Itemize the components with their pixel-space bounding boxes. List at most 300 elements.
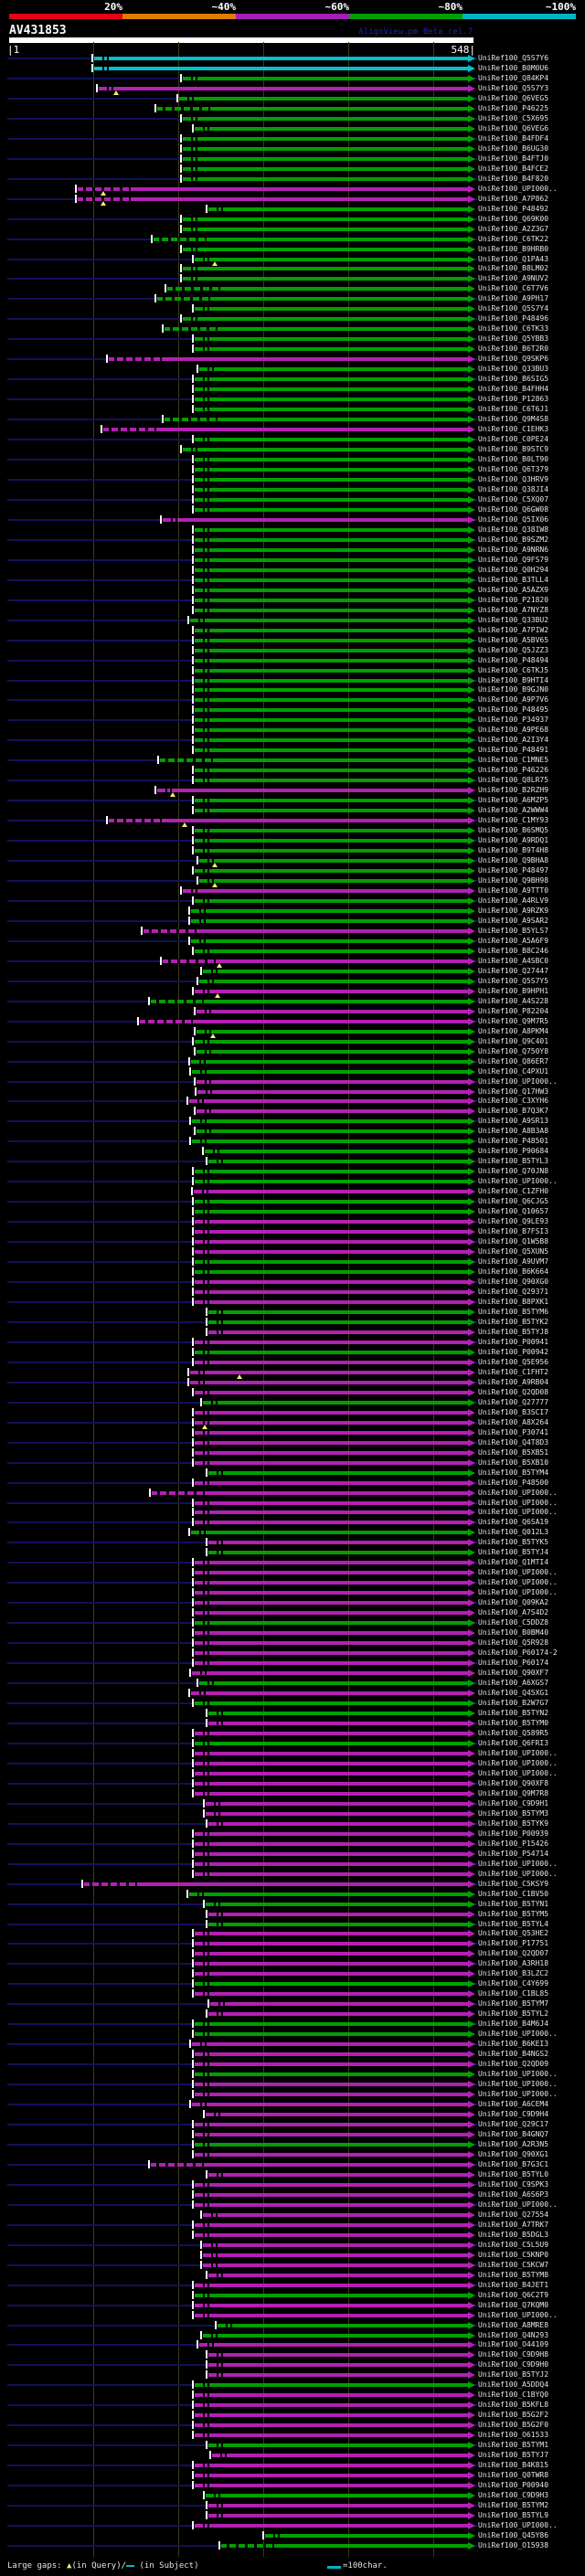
alignment-bar[interactable] xyxy=(212,2454,468,2457)
alignment-bar[interactable] xyxy=(195,1792,468,1796)
alignment-bar[interactable] xyxy=(195,2284,468,2287)
alignment-bar[interactable] xyxy=(195,1651,468,1655)
alignment-bar[interactable] xyxy=(195,728,468,732)
hit-label[interactable]: UniRef100_B4NGS2 xyxy=(478,2050,549,2058)
alignment-bar[interactable] xyxy=(208,2504,468,2507)
alignment-bar[interactable] xyxy=(203,970,468,973)
hit-label[interactable]: UniRef100_C1BYQ0 xyxy=(478,2390,549,2399)
alignment-bar[interactable] xyxy=(195,1862,468,1866)
hit-label[interactable]: UniRef100_Q53HE2 xyxy=(478,1929,549,1937)
hit-label[interactable]: UniRef100_B9HTI4 xyxy=(478,676,549,684)
alignment-bar[interactable] xyxy=(195,1591,468,1595)
hit-label[interactable]: UniRef100_Q5S7Y3 xyxy=(478,84,549,92)
hit-label[interactable]: UniRef100_Q1PA43 xyxy=(478,255,549,263)
hit-label[interactable]: UniRef100_P60174-2 xyxy=(478,1648,558,1657)
hit-label[interactable]: UniRef100_B5G2F2 xyxy=(478,2411,549,2419)
hit-label[interactable]: UniRef100_Q5R928 xyxy=(478,1638,549,1647)
alignment-bar[interactable] xyxy=(195,438,468,441)
alignment-bar[interactable] xyxy=(195,1611,468,1615)
alignment-bar[interactable] xyxy=(195,2413,468,2417)
alignment-bar[interactable] xyxy=(203,2243,468,2247)
alignment-bar[interactable] xyxy=(195,1481,468,1485)
hit-label[interactable]: UniRef100_C1FHT2 xyxy=(478,1368,549,1376)
alignment-bar[interactable] xyxy=(195,1601,468,1605)
hit-label[interactable]: UniRef100_B5TYJ4 xyxy=(478,1548,549,1556)
alignment-bar[interactable] xyxy=(208,2373,468,2377)
hit-label[interactable]: UniRef100_Q2QD07 xyxy=(478,1949,549,1957)
hit-label[interactable]: UniRef100_Q90XF7 xyxy=(478,1669,549,1677)
hit-label[interactable]: UniRef100_Q9FS79 xyxy=(478,556,549,564)
hit-label[interactable]: UniRef100_B3LZC2 xyxy=(478,1969,549,1977)
hit-label[interactable]: UniRef100_Q4N293 xyxy=(478,2331,549,2339)
hit-label[interactable]: UniRef100_C0PE24 xyxy=(478,435,549,443)
hit-label[interactable]: UniRef100_P48500 xyxy=(478,1479,549,1487)
hit-label[interactable]: UniRef100_P54714 xyxy=(478,1850,549,1858)
hit-label[interactable]: UniRef100_Q70JN8 xyxy=(478,1167,549,1175)
hit-label[interactable]: UniRef100_B7Q3K7 xyxy=(478,1107,549,1115)
hit-label[interactable]: UniRef100_B5TYN2 xyxy=(478,1709,549,1717)
hit-label[interactable]: UniRef100_A5BV65 xyxy=(478,636,549,644)
alignment-bar[interactable] xyxy=(208,2353,468,2357)
alignment-bar[interactable] xyxy=(206,2494,468,2497)
hit-label[interactable]: UniRef100_UPI000.. xyxy=(478,2070,558,2078)
hit-label[interactable]: UniRef100_P17751 xyxy=(478,1939,549,1947)
hit-label[interactable]: UniRef100_B5TYK5 xyxy=(478,1538,549,1546)
hit-label[interactable]: UniRef100_B5TYL3 xyxy=(478,1157,549,1165)
hit-label[interactable]: UniRef100_P15426 xyxy=(478,1839,549,1848)
hit-label[interactable]: UniRef100_P00942 xyxy=(478,1348,549,1356)
alignment-bar[interactable] xyxy=(195,377,468,381)
hit-label[interactable]: UniRef100_B9STC9 xyxy=(478,445,549,453)
alignment-bar[interactable] xyxy=(191,1060,468,1064)
hit-label[interactable]: UniRef100_B6SIG5 xyxy=(478,375,549,383)
alignment-bar[interactable] xyxy=(94,67,468,70)
hit-label[interactable]: UniRef100_Q33BU3 xyxy=(478,365,549,373)
alignment-bar[interactable] xyxy=(197,1109,468,1113)
hit-label[interactable]: UniRef100_B6T2R0 xyxy=(478,345,549,353)
hit-label[interactable]: UniRef100_Q69K00 xyxy=(478,215,549,223)
alignment-bar[interactable] xyxy=(208,1320,468,1324)
hit-label[interactable]: UniRef100_A7PIW2 xyxy=(478,626,549,634)
alignment-bar[interactable] xyxy=(195,508,468,512)
alignment-bar[interactable] xyxy=(195,588,468,592)
alignment-bar[interactable] xyxy=(183,448,468,451)
alignment-bar[interactable] xyxy=(195,258,468,261)
alignment-bar[interactable] xyxy=(195,1661,468,1665)
alignment-bar[interactable] xyxy=(183,147,468,151)
alignment-bar[interactable] xyxy=(183,117,468,121)
hit-label[interactable]: UniRef100_C5X695 xyxy=(478,114,549,122)
hit-label[interactable]: UniRef100_B3SCI7 xyxy=(478,1408,549,1416)
hit-label[interactable]: UniRef100_A4RLV9 xyxy=(478,896,549,905)
hit-label[interactable]: UniRef100_Q6FRI3 xyxy=(478,1739,549,1747)
hit-label[interactable]: UniRef100_UPI000.. xyxy=(478,185,558,193)
hit-label[interactable]: UniRef100_B5TYK2 xyxy=(478,1318,549,1326)
alignment-bar[interactable] xyxy=(195,2133,468,2136)
hit-label[interactable]: UniRef100_B5TYL4 xyxy=(478,1920,549,1928)
hit-label[interactable]: UniRef100_UPI000.. xyxy=(478,1568,558,1576)
hit-label[interactable]: UniRef100_Q9SKP6 xyxy=(478,355,549,363)
hit-label[interactable]: UniRef100_B4F820 xyxy=(478,175,549,183)
hit-label[interactable]: UniRef100_C6T7V6 xyxy=(478,284,549,292)
hit-label[interactable]: UniRef100_B5TYL0 xyxy=(478,2170,549,2178)
hit-label[interactable]: UniRef100_B4K815 xyxy=(478,2461,549,2469)
hit-label[interactable]: UniRef100_Q6VEG6 xyxy=(478,124,549,133)
hit-label[interactable]: UniRef100_A9PH17 xyxy=(478,294,549,302)
hit-label[interactable]: UniRef100_UPI000.. xyxy=(478,1578,558,1586)
alignment-bar[interactable] xyxy=(195,1842,468,1846)
alignment-bar[interactable] xyxy=(208,1310,468,1314)
alignment-bar[interactable] xyxy=(203,2263,468,2267)
alignment-bar[interactable] xyxy=(197,1030,468,1034)
alignment-bar[interactable] xyxy=(195,2524,468,2528)
alignment-bar[interactable] xyxy=(195,387,468,391)
hit-label[interactable]: UniRef100_B9SZM2 xyxy=(478,535,549,544)
hit-label[interactable]: UniRef100_A6XGS7 xyxy=(478,1679,549,1687)
alignment-bar[interactable] xyxy=(189,1892,468,1896)
hit-label[interactable]: UniRef100_UPI000.. xyxy=(478,1588,558,1596)
hit-label[interactable]: UniRef100_Q33BU2 xyxy=(478,616,549,624)
alignment-bar[interactable] xyxy=(195,829,468,832)
hit-label[interactable]: UniRef100_B5TYM8 xyxy=(478,2271,549,2279)
alignment-bar[interactable] xyxy=(163,518,468,522)
alignment-bar[interactable] xyxy=(208,1551,468,1554)
hit-label[interactable]: UniRef100_C1EHK3 xyxy=(478,425,549,433)
alignment-bar[interactable] xyxy=(218,2324,468,2327)
hit-label[interactable]: UniRef100_P12863 xyxy=(478,395,549,403)
alignment-bar[interactable] xyxy=(199,367,468,371)
hit-label[interactable]: UniRef100_Q1MTI4 xyxy=(478,1558,549,1566)
hit-label[interactable]: UniRef100_Q750Y8 xyxy=(478,1047,549,1055)
hit-label[interactable]: UniRef100_Q9LE93 xyxy=(478,1217,549,1225)
hit-label[interactable]: UniRef100_A2I3Y4 xyxy=(478,736,549,744)
alignment-bar[interactable] xyxy=(78,197,468,201)
alignment-bar[interactable] xyxy=(195,1701,468,1705)
alignment-bar[interactable] xyxy=(195,990,468,993)
alignment-bar[interactable] xyxy=(195,809,468,812)
hit-label[interactable]: UniRef100_B5TYM6 xyxy=(478,1308,549,1316)
hit-label[interactable]: UniRef100_C1ZFH0 xyxy=(478,1187,549,1195)
alignment-bar[interactable] xyxy=(192,1070,468,1074)
alignment-bar[interactable] xyxy=(191,919,468,923)
hit-label[interactable]: UniRef100_UPI000.. xyxy=(478,2311,558,2319)
hit-label[interactable]: UniRef100_O61533 xyxy=(478,2431,549,2439)
hit-label[interactable]: UniRef100_Q5E956 xyxy=(478,1358,549,1366)
alignment-bar[interactable] xyxy=(183,217,468,221)
alignment-bar[interactable] xyxy=(191,939,468,943)
hit-label[interactable]: UniRef100_B5G2F0 xyxy=(478,2421,549,2429)
hit-label[interactable]: UniRef100_Q86ER7 xyxy=(478,1057,549,1065)
alignment-bar[interactable] xyxy=(157,789,468,792)
hit-label[interactable]: UniRef100_B5TYM3 xyxy=(478,1809,549,1818)
hit-label[interactable]: UniRef100_A5AZX9 xyxy=(478,586,549,594)
alignment-bar[interactable] xyxy=(208,2173,468,2177)
hit-label[interactable]: UniRef100_UPI000.. xyxy=(478,1077,558,1086)
alignment-bar[interactable] xyxy=(197,1090,468,1094)
alignment-bar[interactable] xyxy=(208,2012,468,2016)
alignment-bar[interactable] xyxy=(195,1230,468,1234)
alignment-bar[interactable] xyxy=(195,1391,468,1394)
hit-label[interactable]: UniRef100_B8PXK1 xyxy=(478,1298,549,1306)
alignment-bar[interactable] xyxy=(208,1471,468,1475)
alignment-bar[interactable] xyxy=(208,1541,468,1544)
alignment-bar[interactable] xyxy=(191,909,468,913)
alignment-bar[interactable] xyxy=(197,1080,468,1084)
hit-label[interactable]: UniRef100_B5TYM1 xyxy=(478,2441,549,2449)
alignment-bar[interactable] xyxy=(206,1802,468,1806)
hit-label[interactable]: UniRef100_A6MZP5 xyxy=(478,796,549,804)
hit-label[interactable]: UniRef100_Q5S7Y4 xyxy=(478,304,549,313)
hit-label[interactable]: UniRef100_Q589R5 xyxy=(478,1729,549,1737)
hit-label[interactable]: UniRef100_UPI000.. xyxy=(478,1177,558,1185)
alignment-bar[interactable] xyxy=(203,2213,468,2217)
alignment-bar[interactable] xyxy=(195,2393,468,2397)
alignment-bar[interactable] xyxy=(195,1832,468,1836)
alignment-bar[interactable] xyxy=(195,1461,468,1465)
alignment-bar[interactable] xyxy=(189,1099,468,1103)
alignment-bar[interactable] xyxy=(195,1341,468,1344)
alignment-bar[interactable] xyxy=(183,277,468,281)
alignment-bar[interactable] xyxy=(195,488,468,492)
hit-label[interactable]: UniRef100_UPI000.. xyxy=(478,1860,558,1868)
hit-label[interactable]: UniRef100_Q27447 xyxy=(478,967,549,975)
hit-label[interactable]: UniRef100_B5TYM2 xyxy=(478,2501,549,2509)
hit-label[interactable]: UniRef100_A9RDQ1 xyxy=(478,836,549,844)
alignment-bar[interactable] xyxy=(195,769,468,772)
alignment-bar[interactable] xyxy=(195,1581,468,1585)
alignment-bar[interactable] xyxy=(195,1561,468,1564)
alignment-bar[interactable] xyxy=(195,799,468,802)
alignment-bar[interactable] xyxy=(208,1712,468,1715)
alignment-bar[interactable] xyxy=(208,1160,468,1163)
hit-label[interactable]: UniRef100_P00940 xyxy=(478,2481,549,2489)
alignment-bar[interactable] xyxy=(195,718,468,722)
hit-label[interactable]: UniRef100_Q09KA2 xyxy=(478,1598,549,1606)
alignment-bar[interactable] xyxy=(109,819,468,822)
alignment-bar[interactable] xyxy=(183,77,468,80)
alignment-bar[interactable] xyxy=(197,1050,468,1054)
hit-label[interactable]: UniRef100_B9GJN0 xyxy=(478,685,549,694)
hit-label[interactable]: UniRef100_B6SMQ5 xyxy=(478,826,549,834)
hit-label[interactable]: UniRef100_Q2QD09 xyxy=(478,2060,549,2068)
alignment-bar[interactable] xyxy=(206,1903,468,1906)
alignment-bar[interactable] xyxy=(195,578,468,582)
hit-label[interactable]: UniRef100_A3RH18 xyxy=(478,1959,549,1967)
hit-label[interactable]: UniRef100_Q27554 xyxy=(478,2210,549,2219)
alignment-bar[interactable] xyxy=(195,1220,468,1224)
alignment-bar[interactable] xyxy=(195,2433,468,2437)
hit-label[interactable]: UniRef100_B5TYM0 xyxy=(478,1719,549,1727)
alignment-bar[interactable] xyxy=(199,879,468,883)
hit-label[interactable]: UniRef100_B3TLL4 xyxy=(478,576,549,584)
alignment-bar[interactable] xyxy=(195,599,468,602)
alignment-bar[interactable] xyxy=(208,1913,468,1916)
hit-label[interactable]: UniRef100_P82204 xyxy=(478,1007,549,1015)
hit-label[interactable]: UniRef100_P48496 xyxy=(478,314,549,323)
hit-label[interactable]: UniRef100_B5DGL3 xyxy=(478,2231,549,2239)
alignment-bar[interactable] xyxy=(203,1401,468,1405)
alignment-bar[interactable] xyxy=(208,1822,468,1826)
alignment-bar[interactable] xyxy=(195,2423,468,2427)
hit-label[interactable]: UniRef100_UPI000.. xyxy=(478,1769,558,1777)
alignment-bar[interactable] xyxy=(78,187,468,191)
hit-label[interactable]: UniRef100_C1MNE5 xyxy=(478,756,549,764)
alignment-bar[interactable] xyxy=(195,458,468,461)
hit-label[interactable]: UniRef100_UPI000.. xyxy=(478,2200,558,2209)
alignment-bar[interactable] xyxy=(195,2183,468,2187)
alignment-bar[interactable] xyxy=(195,1411,468,1415)
alignment-bar[interactable] xyxy=(183,228,468,231)
alignment-bar[interactable] xyxy=(195,2294,468,2297)
alignment-bar[interactable] xyxy=(195,2474,468,2477)
hit-label[interactable]: UniRef100_C5XQ07 xyxy=(478,495,549,504)
alignment-bar[interactable] xyxy=(195,738,468,742)
hit-label[interactable]: UniRef100_B5KFL8 xyxy=(478,2401,549,2409)
hit-label[interactable]: UniRef100_C1BL85 xyxy=(478,1989,549,1998)
hit-label[interactable]: UniRef100_UPI000.. xyxy=(478,1499,558,1507)
hit-label[interactable]: UniRef100_A7S4D2 xyxy=(478,1608,549,1617)
hit-label[interactable]: UniRef100_A2WWW4 xyxy=(478,806,549,814)
hit-label[interactable]: UniRef100_A6CEM4 xyxy=(478,2100,549,2108)
hit-label[interactable]: UniRef100_Q5XUN5 xyxy=(478,1247,549,1256)
hit-label[interactable]: UniRef100_C5KCW7 xyxy=(478,2261,549,2269)
hit-label[interactable]: UniRef100_A9UVM7 xyxy=(478,1257,549,1266)
hit-label[interactable]: UniRef100_O15938 xyxy=(478,2541,549,2549)
hit-label[interactable]: UniRef100_C6T6J1 xyxy=(478,405,549,413)
alignment-bar[interactable] xyxy=(192,1671,468,1675)
hit-label[interactable]: UniRef100_Q012L3 xyxy=(478,1528,549,1536)
alignment-bar[interactable] xyxy=(195,398,468,401)
hit-label[interactable]: UniRef100_B4FCE2 xyxy=(478,164,549,173)
alignment-bar[interactable] xyxy=(203,2334,468,2337)
hit-label[interactable]: UniRef100_Q9M7R8 xyxy=(478,1789,549,1797)
hit-label[interactable]: UniRef100_UPI000.. xyxy=(478,1489,558,1497)
hit-label[interactable]: UniRef100_A9NUV2 xyxy=(478,274,549,282)
hit-label[interactable]: UniRef100_B0M0U6 xyxy=(478,64,549,72)
alignment-bar[interactable] xyxy=(195,1762,468,1765)
alignment-bar[interactable] xyxy=(94,57,468,60)
hit-label[interactable]: UniRef100_B7FSI3 xyxy=(478,1227,549,1235)
hit-label[interactable]: UniRef100_P30741 xyxy=(478,1428,549,1436)
hit-label[interactable]: UniRef100_C1BV50 xyxy=(478,1890,549,1898)
alignment-bar[interactable] xyxy=(195,2403,468,2407)
alignment-bar[interactable] xyxy=(195,2193,468,2197)
alignment-bar[interactable] xyxy=(195,528,468,532)
hit-label[interactable]: UniRef100_C4Y699 xyxy=(478,1979,549,1988)
hit-label[interactable]: UniRef100_Q8LR75 xyxy=(478,776,549,784)
hit-label[interactable]: UniRef100_B4FDF4 xyxy=(478,134,549,143)
hit-label[interactable]: UniRef100_Q5IX06 xyxy=(478,515,549,524)
hit-label[interactable]: UniRef100_A8PKM4 xyxy=(478,1027,549,1035)
alignment-bar[interactable] xyxy=(195,1361,468,1364)
hit-label[interactable]: UniRef100_A2Z3G7 xyxy=(478,225,549,233)
alignment-bar[interactable] xyxy=(195,2123,468,2126)
alignment-bar[interactable] xyxy=(195,1351,468,1354)
alignment-bar[interactable] xyxy=(195,1501,468,1505)
hit-label[interactable]: UniRef100_Q17HW3 xyxy=(478,1087,549,1096)
hit-label[interactable]: UniRef100_Q6CJG5 xyxy=(478,1197,549,1205)
hit-label[interactable]: UniRef100_C9D9H3 xyxy=(478,2491,549,2499)
alignment-bar[interactable] xyxy=(195,708,468,712)
alignment-bar[interactable] xyxy=(195,1300,468,1304)
hit-label[interactable]: UniRef100_B9HPH1 xyxy=(478,987,549,995)
alignment-bar[interactable] xyxy=(208,2514,468,2518)
hit-label[interactable]: UniRef100_C9D9H0 xyxy=(478,2360,549,2369)
hit-label[interactable]: UniRef100_A9TTT0 xyxy=(478,886,549,895)
alignment-bar[interactable] xyxy=(190,1371,468,1374)
hit-label[interactable]: UniRef100_Q0TWR8 xyxy=(478,2471,549,2479)
alignment-bar[interactable] xyxy=(195,2314,468,2317)
alignment-bar[interactable] xyxy=(195,1421,468,1425)
hit-label[interactable]: UniRef100_Q4T8D3 xyxy=(478,1438,549,1447)
hit-label[interactable]: UniRef100_Q9C401 xyxy=(478,1037,549,1045)
alignment-bar[interactable] xyxy=(195,1451,468,1455)
hit-label[interactable]: UniRef100_P48497 xyxy=(478,866,549,875)
alignment-bar[interactable] xyxy=(197,1010,468,1013)
alignment-bar[interactable] xyxy=(203,2253,468,2257)
alignment-bar[interactable] xyxy=(208,2274,468,2277)
hit-label[interactable]: UniRef100_A8B3A8 xyxy=(478,1127,549,1135)
hit-label[interactable]: UniRef100_A9P7V6 xyxy=(478,695,549,704)
hit-label[interactable]: UniRef100_A8MRE8 xyxy=(478,2321,549,2329)
alignment-bar[interactable] xyxy=(183,267,468,270)
hit-label[interactable]: UniRef100_B4M6J4 xyxy=(478,2019,549,2028)
alignment-bar[interactable] xyxy=(195,2052,468,2056)
alignment-bar[interactable] xyxy=(195,949,468,953)
hit-label[interactable]: UniRef100_Q9M4S8 xyxy=(478,415,549,423)
alignment-bar[interactable] xyxy=(194,1190,468,1193)
hit-label[interactable]: UniRef100_P90684 xyxy=(478,1147,549,1155)
alignment-bar[interactable] xyxy=(191,1691,468,1695)
alignment-bar[interactable] xyxy=(195,1992,468,1996)
alignment-bar[interactable] xyxy=(195,609,468,612)
alignment-bar[interactable] xyxy=(195,679,468,683)
alignment-bar[interactable] xyxy=(195,1240,468,1244)
alignment-bar[interactable] xyxy=(195,1641,468,1645)
alignment-bar[interactable] xyxy=(195,849,468,853)
alignment-bar[interactable] xyxy=(192,2042,468,2046)
hit-label[interactable]: UniRef100_A2R3N5 xyxy=(478,2140,549,2148)
alignment-bar[interactable] xyxy=(195,2203,468,2207)
hit-label[interactable]: UniRef100_B9HRB0 xyxy=(478,245,549,253)
alignment-bar[interactable] xyxy=(195,688,468,692)
hit-label[interactable]: UniRef100_B5TYJ7 xyxy=(478,2451,549,2459)
hit-label[interactable]: UniRef100_B5TYL2 xyxy=(478,2009,549,2018)
hit-label[interactable]: UniRef100_C9SPK3 xyxy=(478,2180,549,2189)
alignment-bar[interactable] xyxy=(208,2363,468,2367)
alignment-bar[interactable] xyxy=(195,2223,468,2227)
alignment-bar[interactable] xyxy=(195,1852,468,1856)
alignment-bar[interactable] xyxy=(195,1932,468,1935)
hit-label[interactable]: UniRef100_A5DDQ4 xyxy=(478,2380,549,2389)
alignment-bar[interactable] xyxy=(195,1942,468,1945)
alignment-bar[interactable] xyxy=(195,1982,468,1986)
hit-label[interactable]: UniRef100_Q45XG1 xyxy=(478,1689,549,1697)
alignment-bar[interactable] xyxy=(195,649,468,652)
hit-label[interactable]: UniRef100_A9SR13 xyxy=(478,1117,549,1125)
hit-label[interactable]: UniRef100_Q27777 xyxy=(478,1398,549,1406)
hit-label[interactable]: UniRef100_A8X264 xyxy=(478,1418,549,1426)
hit-label[interactable]: UniRef100_B5TYM4 xyxy=(478,1468,549,1477)
alignment-bar[interactable] xyxy=(195,629,468,632)
hit-label[interactable]: UniRef100_B4GNQ7 xyxy=(478,2130,549,2138)
hit-label[interactable]: UniRef100_C9D9H8 xyxy=(478,2350,549,2359)
hit-label[interactable]: UniRef100_B4FHH4 xyxy=(478,385,549,393)
hit-label[interactable]: UniRef100_A9RZK9 xyxy=(478,906,549,915)
alignment-bar[interactable] xyxy=(183,317,468,321)
alignment-bar[interactable] xyxy=(206,2113,468,2116)
alignment-bar[interactable] xyxy=(195,468,468,472)
